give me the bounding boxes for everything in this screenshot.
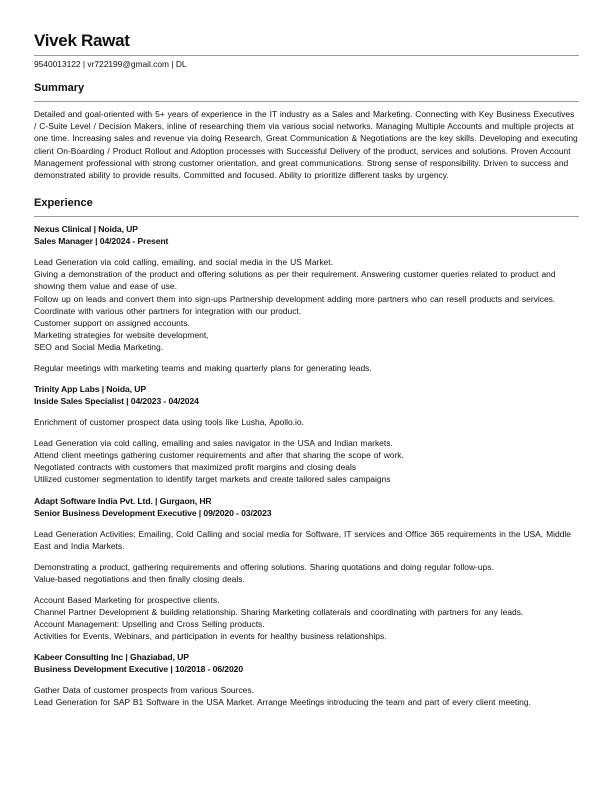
job-paragraph — [34, 362, 579, 374]
job-duty: Demonstrating a product, gathering requirements and offering solutions. Sharing quotations and doing regular follow-ups. — [34, 561, 494, 572]
job-paragraph — [34, 437, 579, 485]
job-duty: Attend client meetings gathering customer requirements and after that sharing the scope of work. — [34, 450, 404, 461]
job-duty: Enrichment of customer prospect data using tools like Lusha, Apollo.io. — [34, 417, 304, 428]
job-duty: Follow up on leads and convert them into sign-ups Partnership development adding more partners who can resell products and services. — [34, 293, 556, 304]
job-duty: Giving a demonstration of the product and offering solutions as per their requirement. Answering customer queries related to product and showing them value and ease of use. — [34, 269, 556, 292]
job-duty: Account Based Marketing for prospective clients. — [34, 594, 220, 605]
job-paragraph — [34, 528, 579, 552]
experience-heading: Experience — [34, 197, 93, 210]
job-duty: Lead Generation via cold calling, emailing and sales navigator in the USA and Indian markets. — [34, 438, 393, 449]
job-duty: Gather Data of customer prospects from various Sources. — [34, 685, 254, 696]
job-duty: Activities for Events, Webinars, and participation in events for healthy business relationships. — [34, 631, 387, 642]
job-company: Kabeer Consulting Inc | Ghaziabad, UP — [34, 652, 189, 663]
job-duty: Lead Generation for SAP B1 Software in the USA Market. Arrange Meetings introducing the team and part of every client meeting. — [34, 697, 531, 708]
job-duty: Utilized customer segmentation to identify target markets and create tailored sales campaigns — [34, 474, 391, 485]
candidate-name: Vivek Rawat — [34, 31, 130, 50]
job-role: Sales Manager | 04/2024 - Present — [34, 236, 169, 247]
job-description — [34, 528, 579, 643]
job-duty: Channel Partner Development & building relationship. Sharing Marketing collaterals and coordinating with partners for any leads. — [34, 607, 524, 617]
job-duty: Lead Generation Activities: Emailing, Cold Calling and social media for Software, IT services and Office 365 requirements in the USA, Middle East and India Markets. — [34, 528, 571, 551]
resume-page — [34, 30, 579, 708]
job-duty: Marketing strategies for website development, — [34, 329, 209, 340]
job-paragraph — [34, 416, 579, 428]
job-duty: Regular meetings with marketing teams and making quarterly plans for generating leads. — [34, 362, 372, 373]
job-paragraph — [34, 256, 579, 353]
job-paragraph — [34, 594, 579, 642]
job-duty: Lead Generation via cold calling, emailing, and social media in the US Market. — [34, 257, 333, 268]
job-duty: SEO and Social Media Marketing. — [34, 341, 164, 352]
divider — [34, 101, 579, 102]
job-role: Senior Business Development Executive | 09/2020 - 03/2023 — [34, 507, 272, 518]
job-paragraph — [34, 684, 579, 708]
summary-text: Detailed and goal-oriented with 5+ years of experience in the IT industry as a Sales and Marketing. Connecting with Key Business Executives / C-Suite Level / Decision Makers, inline of researching them via various social networks. Managing Multiple Accounts and multiple projects at one time. Increasing sales and revenue via doing Research, Great Communication & Negotiations are the key skills. Developing and executing client On-Boarding / Product Rollout and Adoption processes with Successful Delivery of the product, services and solutions. Proven Account Management professional with strong customer orientation, and great communications. Strong sense of responsibility. Driven to success and demonstrated ability to provide results. Committed and focused. Ability to prioritize different tasks by urgency. — [34, 109, 578, 181]
job-duty: Customer support on assigned accounts. — [34, 317, 190, 328]
summary-heading: Summary — [34, 82, 85, 94]
experience-list — [34, 223, 579, 708]
job-description — [34, 416, 579, 485]
job-duty: Coordinate with various other partners for integration with our product. — [34, 305, 302, 316]
job-duty: Account Management: Upselling and Cross Selling products. — [34, 619, 265, 630]
job-description — [34, 256, 579, 374]
job-company: Nexus Clinical | Noida, UP — [34, 224, 138, 235]
job-role: Business Development Executive | 10/2018 - 06/2020 — [34, 664, 244, 675]
job-entry — [34, 651, 579, 708]
job-company: Trinity App Labs | Noida, UP — [34, 384, 146, 395]
job-company: Adapt Software India Pvt. Ltd. | Gurgaon, HR — [34, 495, 212, 506]
job-role: Inside Sales Specialist | 04/2023 - 04/2024 — [34, 396, 199, 407]
divider — [34, 55, 579, 56]
job-entry — [34, 495, 579, 643]
contact-info: 9540013122 | vr722199@gmail.com | DL — [34, 59, 187, 69]
job-entry — [34, 223, 579, 374]
job-entry — [34, 383, 579, 485]
job-duty: Value-based negotiations and then finally closing deals. — [34, 573, 245, 584]
job-description — [34, 684, 579, 708]
job-duty: Negotiated contracts with customers that maximized profit margins and closing deals — [34, 462, 357, 473]
job-paragraph — [34, 561, 579, 585]
divider — [34, 216, 579, 217]
